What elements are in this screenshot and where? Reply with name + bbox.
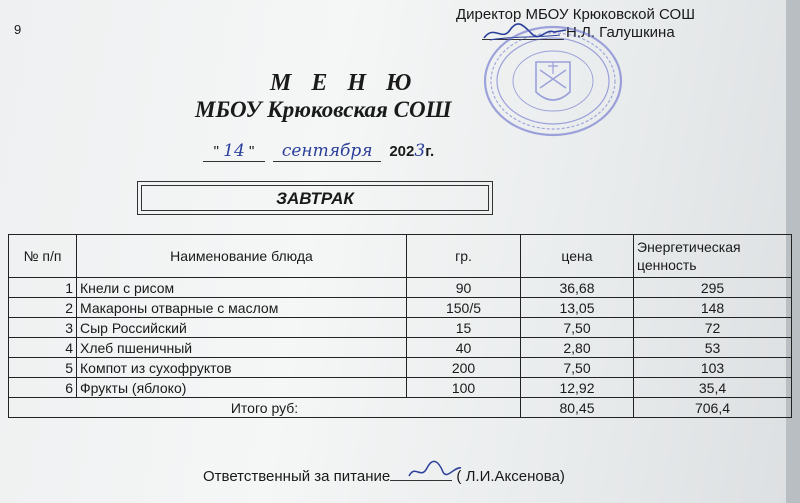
- menu-date: [203, 141, 434, 162]
- table-total-row: [9, 398, 792, 418]
- table-row: [9, 278, 792, 298]
- total-label: Итого руб:: [9, 398, 521, 418]
- director-title: Директор МБОУ Крюковской СОШ: [456, 6, 695, 23]
- responsible-name: ( Л.И.Аксенова): [456, 468, 565, 485]
- date-suffix: г.: [425, 143, 435, 160]
- dish-price: 7,50: [521, 358, 634, 378]
- dish-name: Фрукты (яблоко): [77, 378, 407, 398]
- row-number: 2: [9, 298, 77, 318]
- dish-energy: 72: [634, 318, 792, 338]
- meal-title-box: [137, 181, 493, 215]
- dish-price: 12,92: [521, 378, 634, 398]
- col-header-grams: гр.: [407, 235, 521, 278]
- row-number: 6: [9, 378, 77, 398]
- table-row: [9, 298, 792, 318]
- dish-grams: 40: [407, 338, 521, 358]
- responsible-label: Ответственный за питание: [203, 468, 391, 485]
- row-number: 5: [9, 358, 77, 378]
- dish-energy: 53: [634, 338, 792, 358]
- dish-name: Сыр Российский: [77, 318, 407, 338]
- dish-grams: 90: [407, 278, 521, 298]
- menu-table: [8, 234, 792, 418]
- dish-name: Макароны отварные с маслом: [77, 298, 407, 318]
- table-row: [9, 378, 792, 398]
- school-name: МБОУ Крюковская СОШ: [195, 97, 452, 122]
- col-header-number: № п/п: [9, 235, 77, 278]
- date-year-printed: 202: [389, 143, 415, 160]
- responsible-person: [203, 466, 565, 485]
- date-day-field: " 14 ": [203, 141, 265, 162]
- date-year-hand: 3: [414, 141, 426, 161]
- dish-energy: 103: [634, 358, 792, 378]
- table-row: [9, 358, 792, 378]
- date-day: 14: [223, 141, 245, 161]
- date-month-field: [273, 141, 381, 162]
- dish-price: 13,05: [521, 298, 634, 318]
- dish-grams: 15: [407, 318, 521, 338]
- dish-energy: 295: [634, 278, 792, 298]
- dish-grams: 150/5: [407, 298, 521, 318]
- dish-energy: 35,4: [634, 378, 792, 398]
- date-month: сентября: [281, 141, 373, 161]
- row-number: 3: [9, 318, 77, 338]
- meal-title: ЗАВТРАК: [141, 185, 489, 211]
- dish-grams: 100: [407, 378, 521, 398]
- dish-price: 7,50: [521, 318, 634, 338]
- table-header-row: [9, 235, 792, 278]
- col-header-energy: Энергетическая ценность: [634, 235, 792, 278]
- row-number: 1: [9, 278, 77, 298]
- page-title: М Е Н Ю: [270, 70, 419, 96]
- row-number: 4: [9, 338, 77, 358]
- page-number: 9: [14, 22, 22, 37]
- table-row: [9, 318, 792, 338]
- total-energy: 706,4: [634, 398, 792, 418]
- dish-price: 36,68: [521, 278, 634, 298]
- dish-name: Хлеб пшеничный: [77, 338, 407, 358]
- dish-name: Компот из сухофруктов: [77, 358, 407, 378]
- dish-price: 2,80: [521, 338, 634, 358]
- col-header-dish: Наименование блюда: [77, 235, 407, 278]
- dish-energy: 148: [634, 298, 792, 318]
- director-name: Н.Л. Галушкина: [566, 24, 675, 41]
- col-header-price: цена: [521, 235, 634, 278]
- dish-name: Кнели с рисом: [77, 278, 407, 298]
- total-price: 80,45: [521, 398, 634, 418]
- dish-grams: 200: [407, 358, 521, 378]
- responsible-signature: [405, 458, 465, 484]
- table-row: [9, 338, 792, 358]
- official-stamp: [478, 22, 628, 140]
